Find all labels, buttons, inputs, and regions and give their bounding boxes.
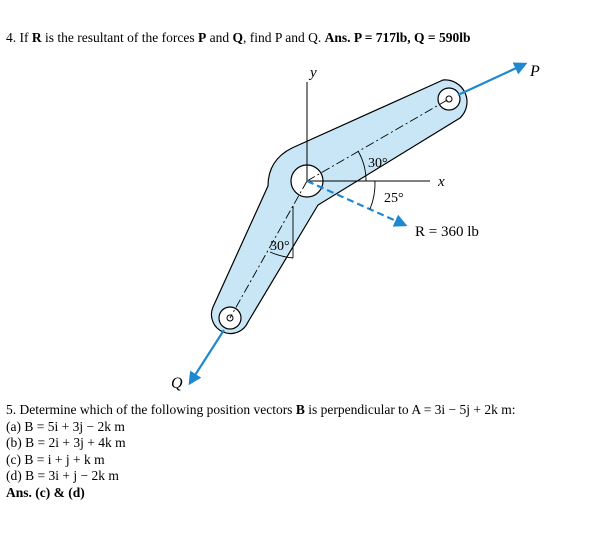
problem-4-statement: 4. If R is the resultant of the forces P and Q, find P and Q. Ans. P = 717lb, Q = 590lb <box>6 30 471 45</box>
x-axis-label: x <box>438 174 445 190</box>
y-axis-label: y <box>310 65 317 81</box>
bracket-member <box>211 80 467 334</box>
problem-4-answer: Ans. P = 717lb, Q = 590lb <box>324 30 471 45</box>
resultant-label: R = 360 lb <box>415 224 479 240</box>
force-q-label: Q <box>171 375 183 392</box>
problem-number: 4. <box>6 30 17 45</box>
option-b: (b) B = 2i + 3j + 4k m <box>6 435 126 450</box>
option-c: (c) B = i + j + k m <box>6 451 105 467</box>
problem-5 <box>6 402 516 501</box>
angle-label-left: 30° <box>270 239 290 254</box>
angle-arc-mid <box>370 181 375 209</box>
force-p-arrow <box>458 64 525 95</box>
problem-5-answer: Ans. (c) & (d) <box>6 484 85 500</box>
force-q-arrow <box>190 330 224 383</box>
angle-label-top: 30° <box>368 156 388 171</box>
force-p-label: P <box>530 63 540 80</box>
angle-label-mid: 25° <box>384 191 404 206</box>
option-a: (a) B = 5i + 3j − 2k m <box>6 418 125 434</box>
problem-5-question: 5. Determine which of the following position vectors B is perpendicular to A = 3i − 5j + 2k m: <box>6 402 516 417</box>
option-d: (d) B = 3i + j − 2k m <box>6 468 119 483</box>
